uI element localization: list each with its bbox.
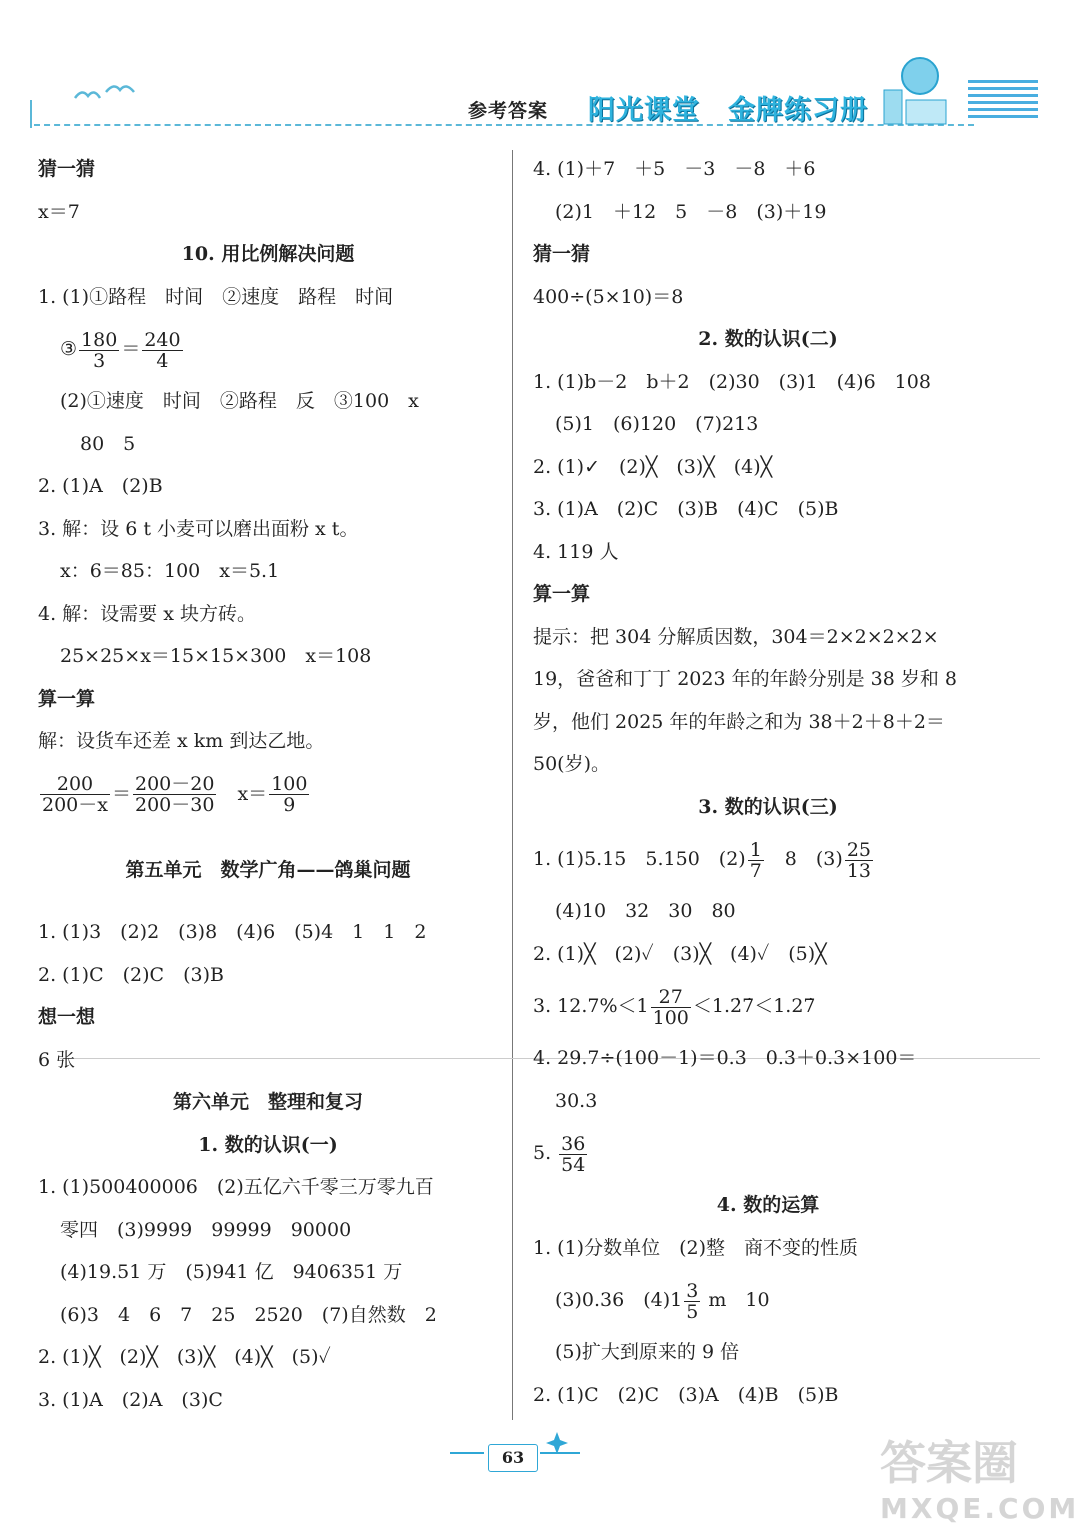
section-4-title: 4. 数的运算 xyxy=(716,1194,820,1216)
birds-icon xyxy=(70,78,140,108)
s3-q4-b: 30.3 xyxy=(555,1089,598,1112)
calc-equation: $\frac{200}{200-x}$ ＝ $\frac{200-20}{200-30}$ x＝ $\frac{100}{9}$ xyxy=(42,773,308,816)
s3-q2: 2. (1)╳ (2)✓ (3)╳ (4)✓ (5)╳ xyxy=(533,942,827,965)
q3: 3. 解：设 6 t 小麦可以磨出面粉 x t。 xyxy=(38,517,359,540)
q4-equation: 25×25×x＝15×15×300 x＝108 xyxy=(60,645,372,667)
watermark-bottom: MXQE.COM xyxy=(880,1492,1079,1525)
header-stripes xyxy=(968,80,1038,130)
s3-q4: 4. 29.7÷(100－1)＝0.3 0.3＋0.3×100＝ xyxy=(533,1047,917,1069)
q1-part1-3 xyxy=(38,318,498,380)
s3-q3 xyxy=(533,975,1003,1037)
s3-q3-suffix: ＜1.2̇7̇＜1.27̇ xyxy=(692,995,816,1017)
s4-q1-b-suffix: m 10 xyxy=(702,1289,770,1311)
section-1-title: 1. 数的认识(一) xyxy=(198,1133,338,1156)
q4: 4. 解：设需要 x 块方砖。 xyxy=(38,602,256,625)
unit-6-title: 第六单元 整理和复习 xyxy=(172,1091,363,1113)
right-column xyxy=(533,148,1003,1416)
section-3-title: 3. 数的认识(三) xyxy=(698,795,838,818)
section-2-title: 2. 数的认识(二) xyxy=(698,328,838,350)
q1-3-prefix: ③ xyxy=(60,338,78,360)
s4-q1: 1. (1)分数单位 (2)整 商不变的性质 xyxy=(533,1236,858,1259)
fraction-100-9: $\frac{100}{9}$ xyxy=(271,773,308,816)
s2-q3: 3. (1)A (2)C (3)B (4)C (5)B xyxy=(533,498,839,520)
calc-heading: 算一算 xyxy=(38,687,96,710)
u5-q2: 2. (1)C (2)C (3)B xyxy=(38,963,224,986)
calc-setup: 解：设货车还差 x km 到达乙地。 xyxy=(38,730,325,752)
s1-q2: 2. (1)╳ (2)╳ (3)╳ (4)╳ (5)✓ xyxy=(38,1346,331,1368)
r-q4: 4. (1)＋7 ＋5 －3 －8 ＋6 xyxy=(533,158,816,180)
r-calc-2: 19，爸爸和丁丁 2023 年的年龄分别是 38 岁和 8 xyxy=(533,668,957,690)
fraction-180-3: $\frac{180}{3}$ xyxy=(81,328,118,372)
header-label: 参考答案 xyxy=(468,100,549,122)
s1-q1-c: (4)19.51 万 (5)941 亿 9406351 万 xyxy=(60,1261,403,1283)
s1-q1-d: (6)3 4 6 7 25 2520 (7)自然数 2 xyxy=(60,1303,437,1326)
q1-3-equals: ＝ xyxy=(121,338,141,360)
s3-q1-b: (4)10 32 30 80 xyxy=(555,900,736,922)
guess-heading: 猜一猜 xyxy=(38,158,96,180)
fraction-3-5: $\frac{3}{5}$ xyxy=(686,1279,699,1323)
q1-part1: 1. (1)①路程 时间 ②速度 路程 时间 xyxy=(38,285,394,308)
s4-q2: 2. (1)C (2)C (3)A (4)B (5)B xyxy=(533,1383,839,1406)
guess-answer: x＝7 xyxy=(38,200,80,223)
spacer xyxy=(38,825,498,849)
s1-q1-b: 零四 (3)9999 99999 90000 xyxy=(60,1218,352,1241)
s2-q2: 2. (1)✓ (2)╳ (3)╳ (4)╳ xyxy=(533,455,773,478)
fraction-27-100: $\frac{27}{100}$ xyxy=(652,985,689,1029)
watermark-top: 答案圈 xyxy=(880,1436,1018,1490)
section-10-title: 10. 用比例解决问题 xyxy=(181,243,355,265)
s4-q1-c: (5)扩大到原来的 9 倍 xyxy=(555,1341,740,1363)
s3-q5-prefix: 5. xyxy=(533,1142,558,1164)
column-divider xyxy=(512,150,513,1420)
s3-q1-mid: 8 (3) xyxy=(765,848,843,870)
watermark xyxy=(880,1436,1079,1532)
footer-deco-left xyxy=(450,1452,484,1454)
r-calc-1: 提示：把 304 分解质因数，304＝2×2×2×2× xyxy=(533,625,939,648)
s3-q5 xyxy=(533,1122,1003,1184)
page-header xyxy=(0,0,1058,140)
s2-q4: 4. 119 人 xyxy=(533,540,619,563)
calc-x-label: x＝ xyxy=(237,782,268,805)
s4-q1-b-prefix: (3)0.36 (4)1 xyxy=(555,1289,683,1311)
r-q4-b: (2)1 ＋12 5 －8 (3)＋19 xyxy=(555,200,827,223)
star-icon xyxy=(544,1430,570,1456)
s3-q1-prefix: 1. (1)5.15 5.150 (2) xyxy=(533,848,746,870)
r-calc-4: 50(岁)。 xyxy=(533,753,611,775)
s1-q1: 1. (1)500400006 (2)五亿六千零三万零九百 xyxy=(38,1176,434,1198)
s4-q1-b xyxy=(533,1269,1003,1331)
fraction-25-13: $\frac{25}{13}$ xyxy=(846,838,871,882)
spacer xyxy=(38,891,498,911)
fraction-36-54: $\frac{36}{54}$ xyxy=(561,1132,586,1176)
s3-q3-prefix: 3. 12.7%＜1 xyxy=(533,995,649,1017)
fraction-1-7: $\frac{1}{7}$ xyxy=(749,838,762,882)
fraction-240-4: $\frac{240}{4}$ xyxy=(144,328,181,372)
r-guess-heading: 猜一猜 xyxy=(533,243,591,265)
r-calc-heading: 算一算 xyxy=(533,583,591,605)
lamp-globe-icon xyxy=(870,50,960,128)
think-heading: 想一想 xyxy=(38,1006,96,1028)
fraction-180-170: $\frac{200-20}{200-30}$ xyxy=(135,773,215,816)
s2-q1: 1. (1)b－2 b＋2 (2)30 (3)1 (4)6 108 xyxy=(533,370,931,393)
u5-q1: 1. (1)3 (2)2 (3)8 (4)6 (5)4 1 1 2 xyxy=(38,921,427,943)
s2-q1-b: (5)1 (6)120 (7)213 xyxy=(555,413,759,435)
unit-5-title: 第五单元 数学广角——鸽巢问题 xyxy=(125,858,411,881)
q1-part2: (2)①速度 时间 ②路程 反 ③100 x xyxy=(60,390,419,412)
s3-q1 xyxy=(533,828,1003,890)
header-title: 阳光课堂 金牌练习册 xyxy=(588,95,868,126)
q3-equation: x：6＝85：100 x＝5.1 xyxy=(60,560,280,582)
page-number: 63 xyxy=(488,1444,538,1472)
think-answer: 6 张 xyxy=(38,1048,76,1071)
r-guess-answer: 400÷(5×10)＝8 xyxy=(533,285,684,308)
r-calc-3: 岁，他们 2025 年的年龄之和为 38＋2＋8＋2＝ xyxy=(533,710,945,733)
q1-part2-cont: 80 5 xyxy=(80,432,136,455)
left-column xyxy=(38,148,498,1421)
s1-q3: 3. (1)A (2)A (3)C xyxy=(38,1388,223,1411)
fraction-200: $\frac{200}{200-x}$ xyxy=(42,773,108,816)
q2: 2. (1)A (2)B xyxy=(38,475,163,497)
